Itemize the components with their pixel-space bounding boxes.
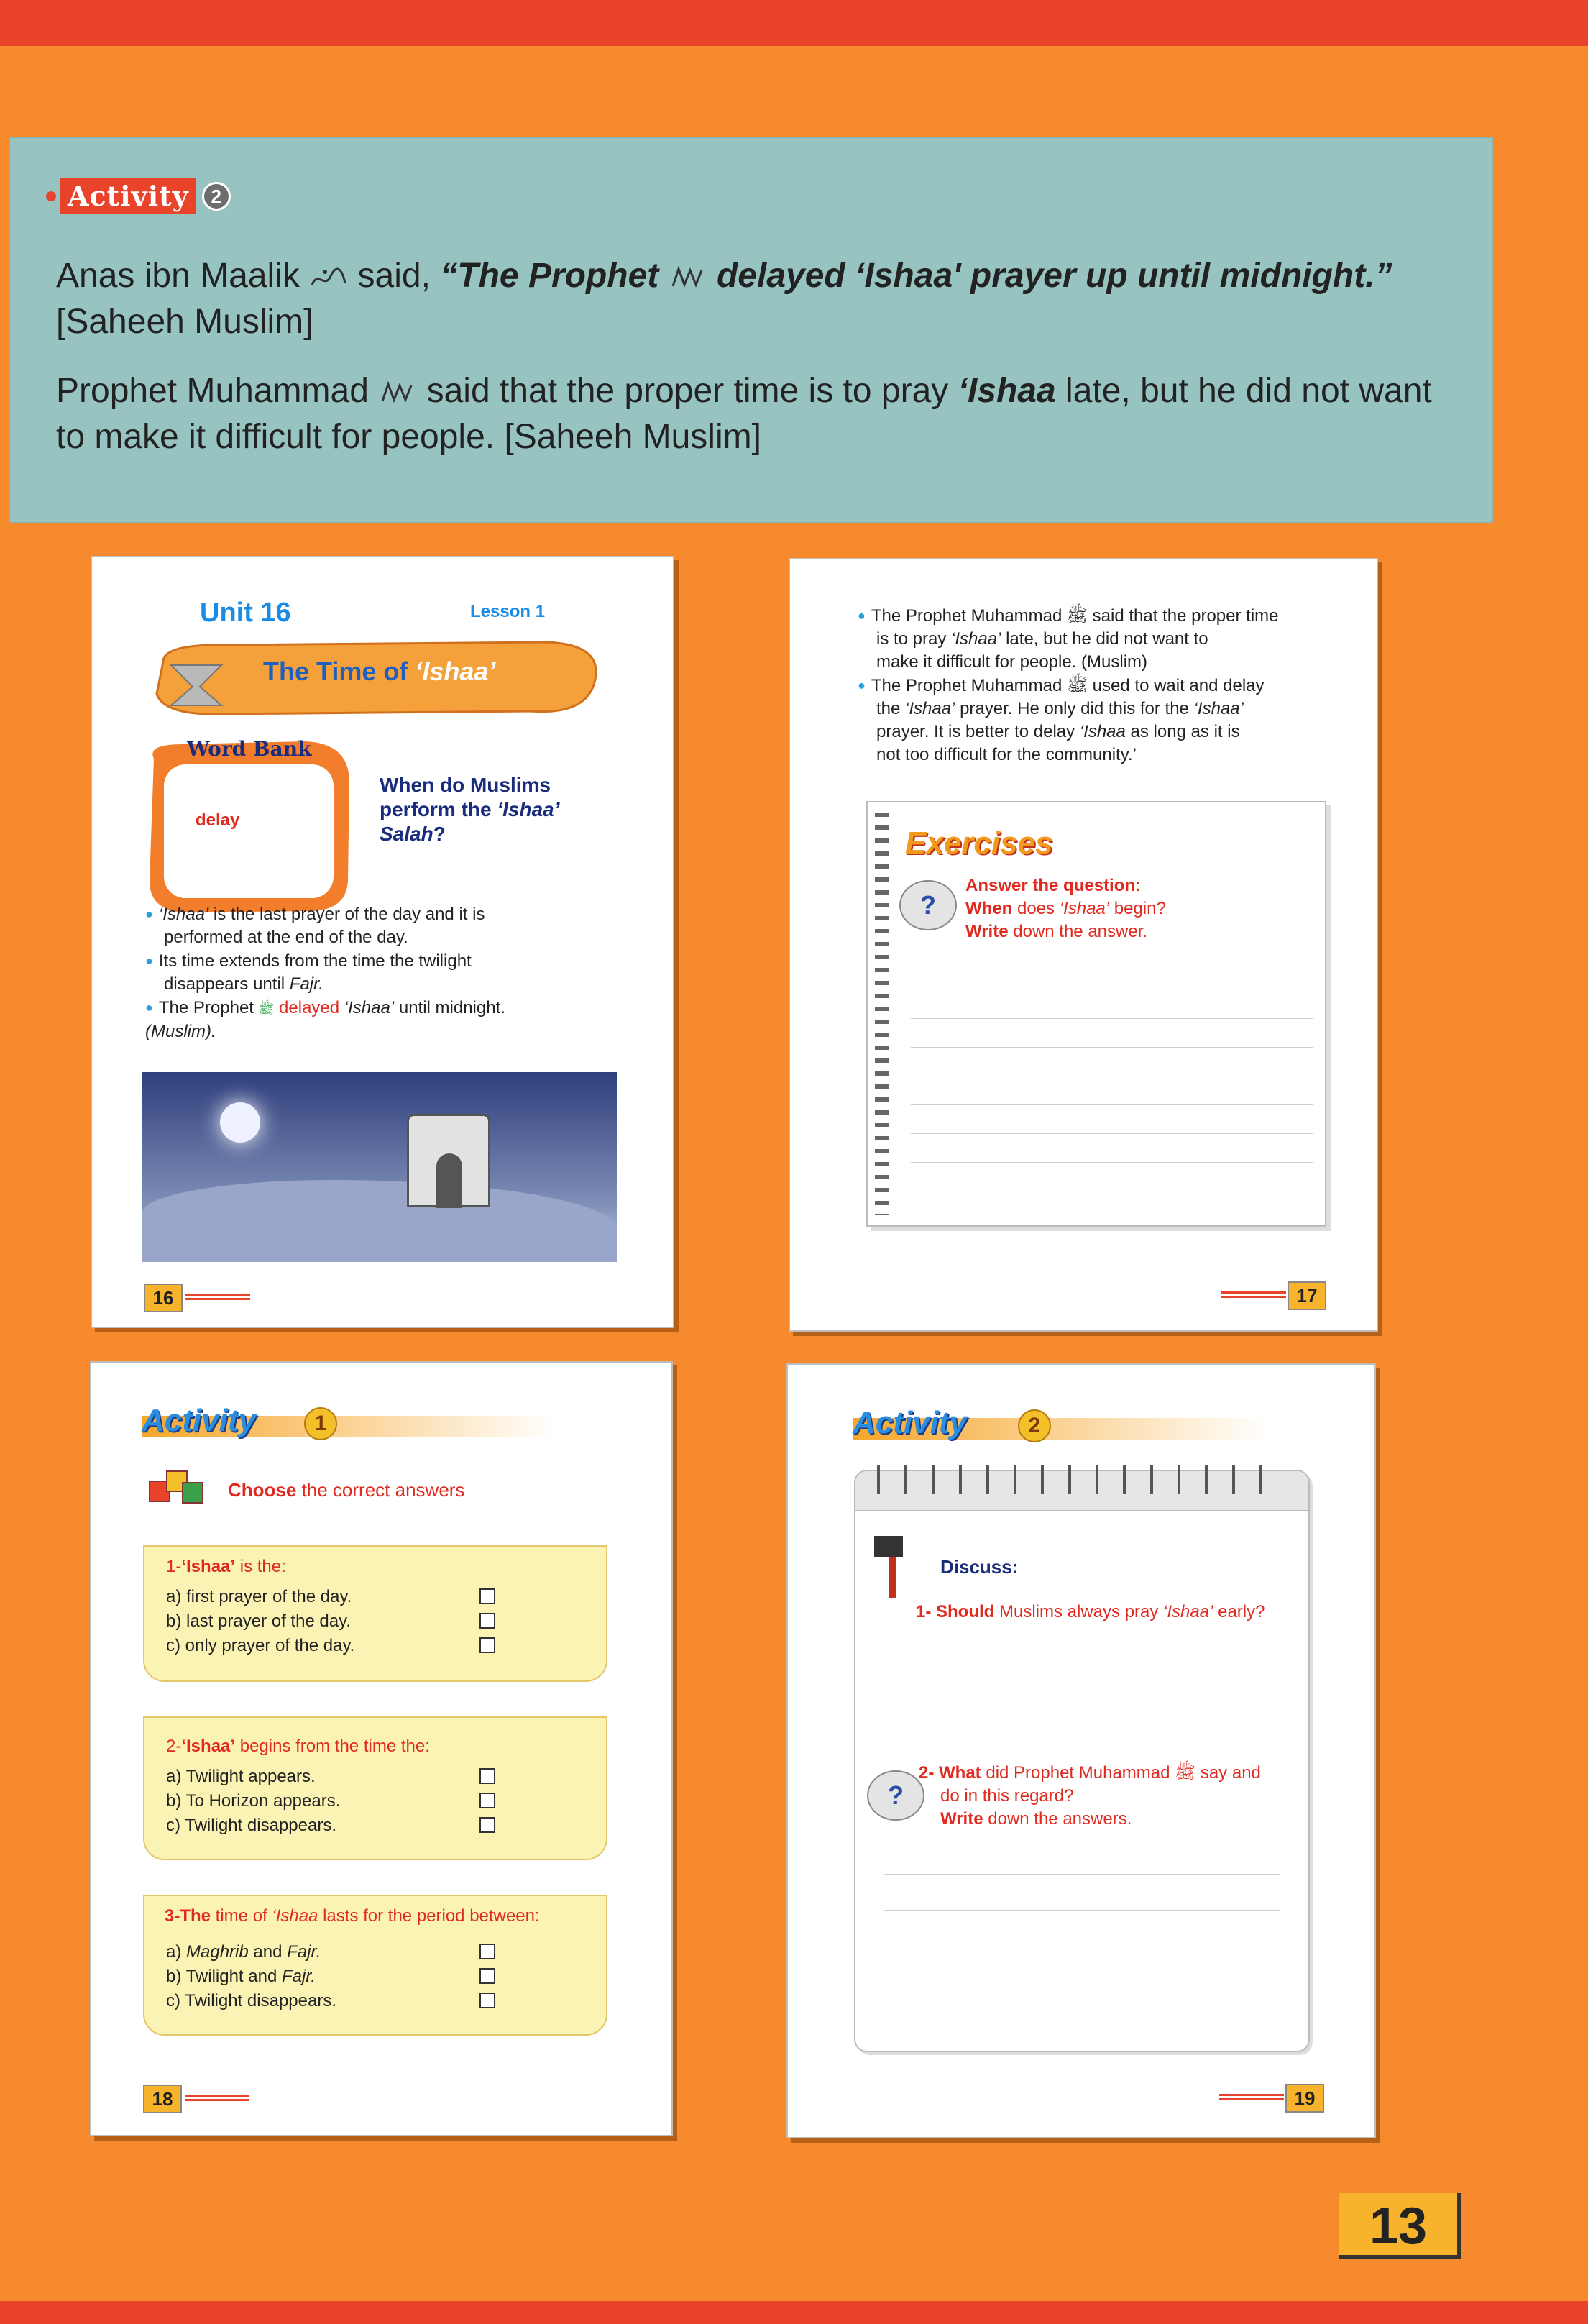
q1-head-a: 1- [166,1557,182,1576]
q2-checkbox-b[interactable] [479,1793,495,1808]
bullet-3-b: delayed [279,998,340,1017]
intro-p2-start: Prophet Muhammad [56,372,369,410]
intro-p2-end: late, but he did not want to make it difficult for people. [56,372,1432,456]
honorific-calligraphy-icon [309,263,348,292]
abc-blocks-icon [149,1470,206,1506]
question-3-head [165,1905,540,1928]
q3-checkbox-c[interactable] [479,1993,495,2008]
moon-icon [220,1102,260,1143]
q3-opt2-b: Fajr. [281,1967,316,1986]
lesson-question [380,773,560,846]
q3-opt1-b: Maghrib [186,1942,249,1962]
bullet-2-line-2 [858,697,1361,720]
b1-2b: ‘Ishaa’ [951,629,1001,649]
top-band [0,0,1588,46]
bullet-1-line-2: performed at the end of the day. [164,928,408,947]
bullet-3-d: until midnight. [394,998,505,1017]
bullet-3-a: The Prophet [158,998,259,1017]
teacher-at-board-icon [870,1536,906,1601]
question-mark-icon: ? [867,1770,924,1821]
bullet-2: ● Its time extends from the time the twilight [145,949,648,973]
activity-instruction [228,1479,464,1501]
q1-checkbox-b[interactable] [479,1613,495,1629]
bullet-3-source: (Muslim). [145,1022,216,1041]
question-3-box [143,1895,607,2036]
q2-head-a: 2- [166,1737,182,1756]
b2-2a: the [876,699,906,718]
salutation-icon: ﷺ [258,1002,275,1016]
b2-3c: as long as it is [1125,722,1240,741]
bullet-1-text: is the last prayer of the day and it is [208,905,485,924]
activity-number-badge: 2 [1018,1409,1051,1442]
bullet-3 [145,996,648,1020]
bullet-2-term: Fajr. [289,974,323,994]
bullet-2-text: disappears until [164,974,290,994]
q3-head-b: time of [211,1906,272,1926]
q3-head-d: lasts for the period between: [318,1906,540,1926]
notebook-exercise [866,801,1326,1227]
spiral-rings-icon [877,1465,1287,1494]
exercise-q-when: When [965,899,1013,918]
night-scene-illustration [142,1072,617,1262]
b2-2b: ‘Ishaa’ [905,699,955,718]
exercises-title: Exercises [905,825,1053,861]
page-number-lines [185,2095,249,2103]
question-line-2b: ‘Ishaa’ [497,798,560,820]
page-number-badge: 18 [143,2085,182,2113]
bullet-icon [46,191,56,201]
question-1-head [166,1555,286,1578]
question-line-1: When do Muslims [380,774,551,796]
q3-head-c: ‘Ishaa [272,1906,318,1926]
dq2-a: 2- What [919,1763,981,1783]
q3-option-c: c) Twilight disappears. [166,1991,336,2010]
page17-bullets [858,604,1361,767]
notebook-discussion [854,1470,1310,2052]
intro-paragraph-2 [56,368,1465,460]
bullet-1 [145,902,648,926]
exercise-q-does: does [1012,899,1060,918]
block-icon [182,1482,203,1504]
q3-option-a [166,1941,321,1964]
word-bank-title: Word Bank [187,737,312,761]
q3-opt2-a: b) Twilight and [166,1967,282,1986]
answer-line [911,1133,1313,1134]
bullet-2-line-4: not too difficult for the community.’ [876,745,1137,764]
question-line-2a: perform the [380,798,497,820]
b1-2a: is to pray [876,629,952,649]
b2-2c: prayer. He only did this for the [955,699,1194,718]
dq1-c: ‘Ishaa’ [1163,1602,1213,1621]
dq2-line-2: do in this regard? [940,1786,1074,1806]
answer-line [911,1162,1313,1163]
dq1-b: Muslims always pray [994,1602,1164,1621]
discuss-label: Discuss: [940,1556,1019,1578]
dq1-d: early? [1213,1602,1265,1621]
thumbnail-page-16 [91,556,674,1328]
q3-opt1-a: a) [166,1942,187,1962]
bullet-1-line-3: make it difficult for people. (Muslim) [876,652,1148,672]
question-line-3a: Salah [380,823,433,845]
question-2-box [143,1716,607,1860]
activity-number-badge: 1 [304,1407,337,1440]
q1-option-c: c) only prayer of the day. [166,1636,355,1655]
person-icon [889,1557,896,1598]
answer-line [911,1104,1313,1105]
q1-option-b: b) last prayer of the day. [166,1611,352,1631]
question-mark-icon: ? [899,880,957,930]
building-icon [407,1114,490,1207]
q2-checkbox-a[interactable] [479,1768,495,1784]
b2-3b: ‘Ishaa [1079,722,1126,741]
word-bank-word: delay [196,810,240,830]
bullet-3-c: ‘Ishaa’ [339,998,395,1017]
q1-head-b: ‘Ishaa’ [181,1557,236,1576]
q1-option-a: a) first prayer of the day. [166,1587,352,1606]
activity-title: Activity [142,1403,256,1438]
exercise-q-begin: begin? [1109,899,1166,918]
q3-checkbox-b[interactable] [479,1968,495,1984]
lesson-title [263,657,495,687]
discussion-question-2 [919,1762,1261,1831]
b2-2d: ‘Ishaa’ [1193,699,1244,718]
hills-shape [142,1180,617,1262]
bullet-1: ● The Prophet Muhammad ﷺ said that the proper time [858,604,1361,628]
bullet-1-line-2 [858,628,1361,651]
bullet-2: ● The Prophet Muhammad ﷺ used to wait and delay [858,674,1361,697]
exercise-q-line-1: Answer the question: [965,876,1142,895]
exercise-q-ishaa: ‘Ishaa’ [1059,899,1110,918]
dq2-b: did Prophet Muhammad ﷺ say and [981,1763,1261,1783]
board-icon [874,1536,903,1557]
q2-head-c: begins from the time the: [235,1737,430,1756]
bullet-1-term: ‘Ishaa’ [158,905,209,924]
activity-intro-box [9,137,1493,523]
book-page-number: 13 [1339,2193,1461,2259]
q2-option-b: b) To Horizon appears. [166,1791,341,1811]
lesson-title-prefix: The Time of [263,657,416,686]
instruction-choose: Choose [228,1479,297,1501]
bullet-2-line-3 [858,720,1361,744]
exercise-q-write: Write [965,922,1009,941]
page-number-badge: 19 [1285,2084,1324,2113]
page-number-badge: 17 [1288,1281,1326,1310]
unit-title: Unit 16 [200,598,291,628]
intro-p2-source: [Saheeh Muslim] [504,418,761,456]
lesson-label: Lesson 1 [470,602,546,621]
q3-checkbox-a[interactable] [479,1944,495,1959]
spiral-binding-icon [875,813,889,1215]
lesson-bullets [145,902,648,1043]
activity-tag [46,178,231,214]
q2-head-b: ‘Ishaa’ [181,1737,236,1756]
intro-p1-said: said, [357,257,441,295]
question-1-box [143,1545,607,1682]
b1-2c: late, but he did not want to [1001,629,1208,649]
salutation-calligraphy-icon [378,378,417,407]
question-2-head [166,1735,430,1758]
b2-3a: prayer. It is better to delay [876,722,1080,741]
word-bank-frame [139,737,355,917]
answer-line [911,1047,1313,1048]
instruction-rest: the correct answers [296,1479,465,1501]
activity-title: Activity [853,1405,967,1440]
intro-p2-bold: ‘Ishaa [958,372,1056,410]
intro-paragraph-1 [56,253,1465,345]
page-number-lines [1219,2094,1284,2103]
page-number-lines [1221,1291,1286,1300]
answer-line [884,1874,1280,1875]
intro-p1-quote: “The Prophet [440,257,659,295]
q1-checkbox-c[interactable] [479,1637,495,1653]
dq2-down: down the answers. [983,1809,1132,1829]
thumbnail-page-17 [789,558,1378,1332]
exercise-q-down: down the answer. [1008,922,1148,941]
page-number-badge: 16 [144,1284,183,1312]
lesson-title-italic: ‘Ishaa’ [415,657,496,686]
page-number-lines [185,1294,250,1302]
intro-p1-quote-end: delayed ‘Ishaa' prayer up until midnight.” [716,257,1392,295]
bottom-band [0,2301,1588,2324]
salutation-calligraphy-icon [669,263,707,292]
q1-head-c: is the: [235,1557,286,1576]
question-line-3b: ? [433,823,446,845]
dq1-a: 1- Should [916,1602,995,1621]
q2-option-a: a) Twilight appears. [166,1767,316,1786]
q2-checkbox-c[interactable] [479,1817,495,1833]
thumbnail-page-18 [90,1361,673,2136]
exercise-question [965,874,1166,943]
q3-head-a: 3-The [165,1906,211,1926]
q3-option-b [166,1965,316,1988]
intro-p1-source: [Saheeh Muslim] [56,303,313,341]
bullet-2-line-2 [145,973,648,996]
q2-option-c: c) Twilight disappears. [166,1816,336,1835]
q1-checkbox-a[interactable] [479,1588,495,1604]
answer-line [884,1910,1280,1911]
answer-line [911,1018,1313,1019]
discussion-question-1 [916,1602,1265,1622]
q3-opt1-d: Fajr. [287,1942,321,1962]
intro-p1-start: Anas ibn Maalik [56,257,300,295]
dq2-write: Write [940,1809,983,1829]
q3-opt1-c: and [248,1942,288,1962]
door-icon [436,1153,462,1208]
activity-tag-number: 2 [202,182,231,211]
activity-tag-label: Activity [60,178,196,214]
thumbnail-page-19 [786,1363,1376,2138]
intro-p2-mid: said that the proper time is to pray [426,372,958,410]
